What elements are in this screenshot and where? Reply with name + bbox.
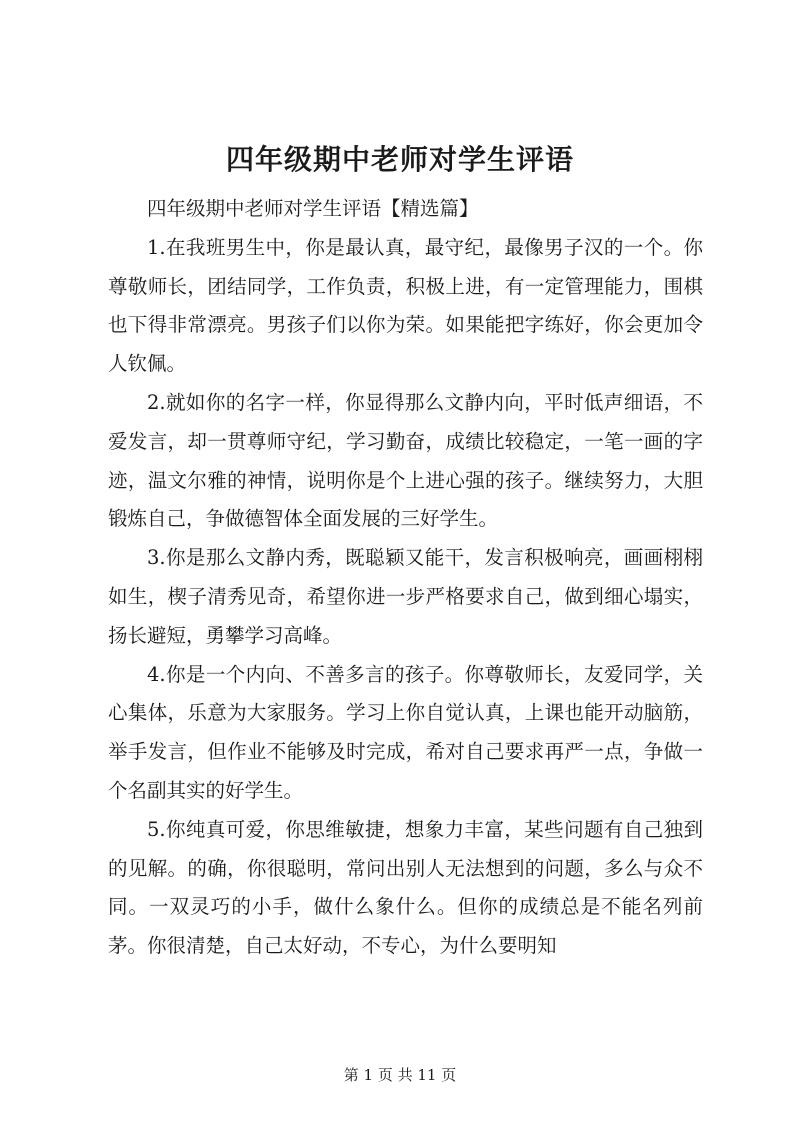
document-title: 四年级期中老师对学生评语 xyxy=(225,143,574,176)
subtitle-paragraph: 四年级期中老师对学生评语【精选篇】 xyxy=(147,197,479,220)
page-number-footer: 第 1 页 共 11 页 xyxy=(343,1066,457,1084)
paragraph-3: 3.你是那么文静内秀，既聪颖又能干，发言积极响亮，画画栩栩如生，楔子清秀见奇，希望你进一步严格要求自己，做到细心塌实，扬长避短，勇攀学习高峰。 xyxy=(108,546,703,647)
paragraph-2: 2.就如你的名字一样，你显得那么文静内向，平时低声细语，不爱发言，却一贯尊师守纪，学习勤奋，成绩比较稳定，一笔一画的字迹，温文尔雅的神情，说明你是个上进心强的孩子。继续努力，大胆锻炼自己，争做德智体全面发展的三好学生。 xyxy=(108,390,703,531)
document-body xyxy=(108,190,703,966)
paragraph-4: 4.你是一个内向、不善多言的孩子。你尊敬师长，友爱同学，关心集体，乐意为大家服务。学习上你自觉认真，上课也能开动脑筋，举手发言，但作业不能够及时完成，希对自己要求再严一点，争做一个名副其实的好学生。 xyxy=(108,662,703,802)
paragraph-5: 5.你纯真可爱，你思维敏捷，想象力丰富，某些问题有自己独到的见解。的确，你很聪明，常问出别人无法想到的问题，多么与众不同。一双灵巧的小手，做什么象什么。但你的成绩总是不能名列前茅。你很清楚，自己太好动，不专心，为什么要明知 xyxy=(108,817,703,958)
paragraph-1: 1.在我班男生中，你是最认真，最守纪，最像男子汉的一个。你尊敬师长，团结同学，工作负责，积极上进，有一定管理能力，围棋也下得非常漂亮。男孩子们以你为荣。如果能把字练好，你会更加令人钦佩。 xyxy=(108,235,703,376)
